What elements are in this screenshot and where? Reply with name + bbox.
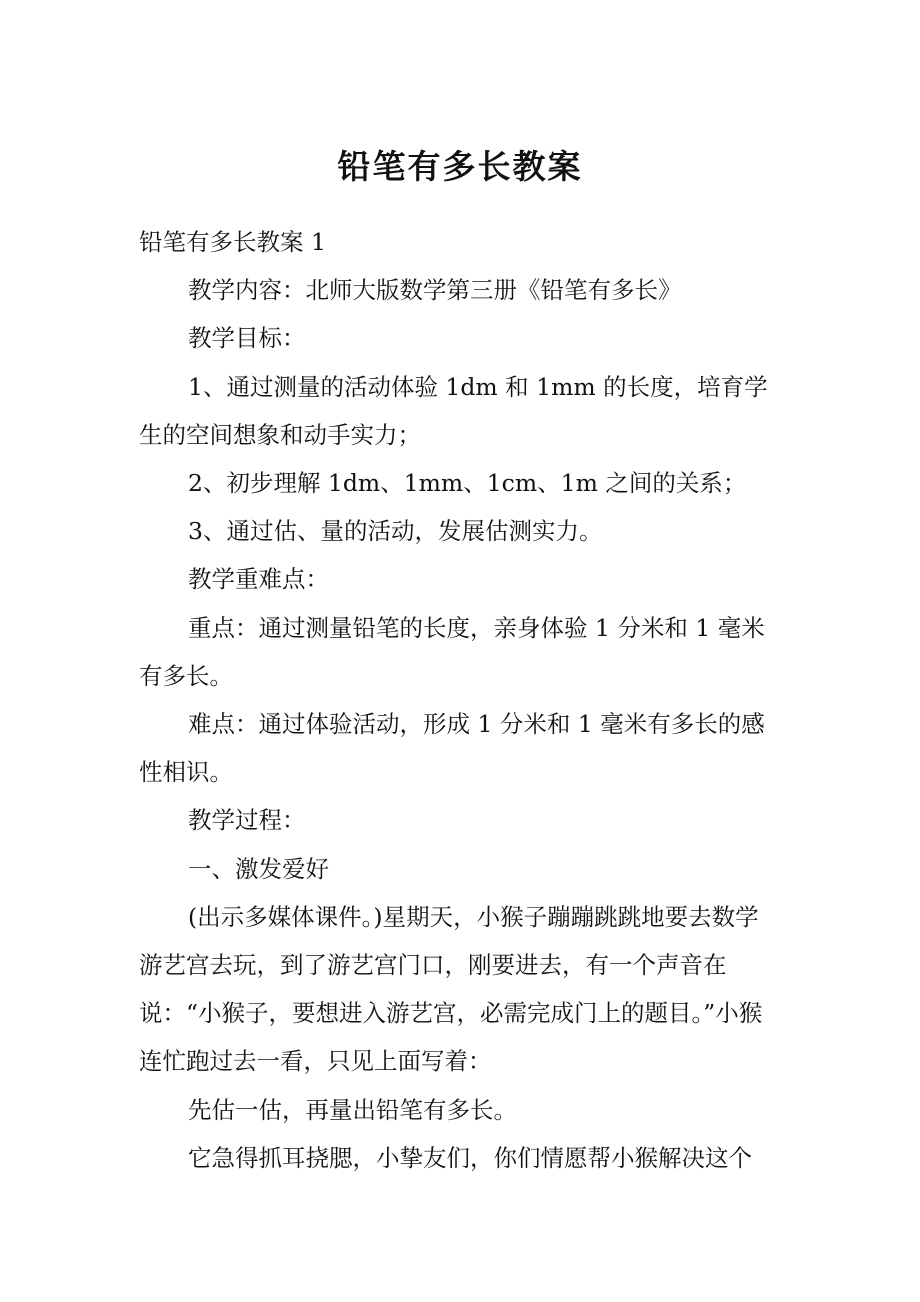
paragraph: 教学过程： [188,806,306,835]
paragraph: 它急得抓耳挠腮，小挚友们，你们情愿帮小猴解决这个 [188,1143,752,1172]
paragraph: 教学重难点： [188,565,329,594]
document-body [139,218,781,1182]
paragraph: (出示多媒体课件。)星期天，小猴子蹦蹦跳跳地要去数学游艺宫去玩，到了游艺宫门口，刚要进去，有一个声音在说：“小猴子，要想进入游艺宫，必需完成门上的题目。”小猴连忙跑过去一看，只见上面写着： [139,902,763,1076]
paragraph: 3、通过估、量的活动，发展估测实力。 [188,517,603,546]
paragraph: 一、激发爱好 [188,854,329,883]
paragraph: 重点：通过测量铅笔的长度，亲身体验 1 分米和 1 毫米有多长。 [139,613,765,690]
paragraph: 2、初步理解 1dm、1mm、1cm、1m 之间的关系； [188,469,747,498]
paragraph: 难点：通过体验活动，形成 1 分米和 1 毫米有多长的感性相识。 [139,710,765,787]
document-title: 铅笔有多长教案 [337,147,583,186]
paragraph: 教学目标： [188,324,306,353]
paragraph: 1、通过测量的活动体验 1dm 和 1mm 的长度，培育学生的空间想象和动手实力； [139,372,768,449]
paragraph: 教学内容：北师大版数学第三册《铅笔有多长》 [188,276,682,305]
paragraph: 先估一估，再量出铅笔有多长。 [188,1095,517,1124]
section-heading: 铅笔有多长教案 1 [139,228,326,256]
